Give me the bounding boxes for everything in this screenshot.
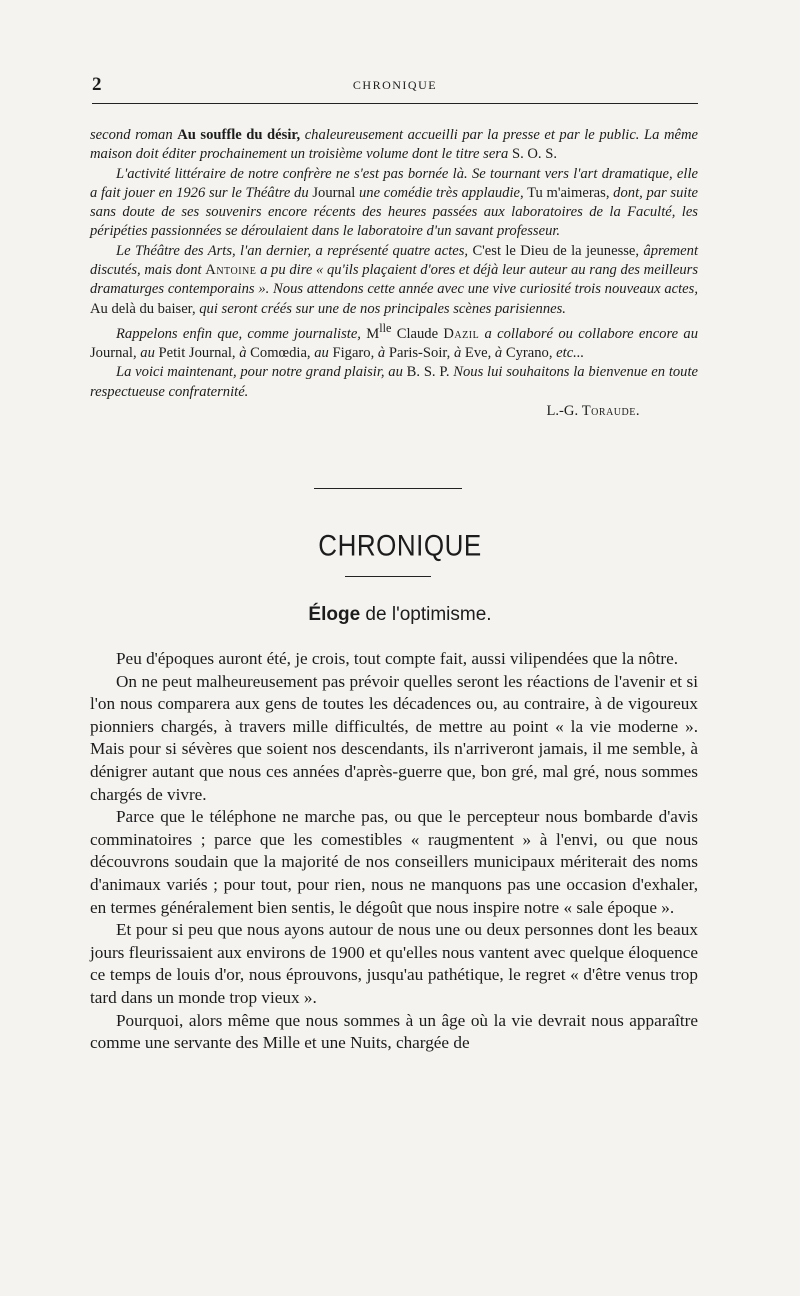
section-title-rule (345, 576, 431, 577)
notice-paragraph-2: L'activité littéraire de notre confrère ne s'est pas bornée là. Se tournant vers l'art dramatique, elle a fait jouer en 1926 sur le Théâtre du Journal une comédie très applaudie, Tu m'aimeras, dont, par suite sans doute de ses souvenirs encore récents des heures passées aux laboratoires de la Faculté, les péripéties passionnées se déroulaient dans le laboratoire d'un savant professeur. (90, 165, 698, 240)
notice-paragraph-1: second roman Au souffle du désir, chaleureusement accueilli par la presse et par le public. La même maison doit éditer prochainement un troisième volume dont le titre sera S. O. S. (90, 127, 698, 163)
section-separator (314, 488, 462, 489)
article-paragraph: Parce que le téléphone ne marche pas, ou que le percepteur nous bombarde d'avis comminatoires ; parce que les comestibles « raugmentent » à l'envi, ou que nous découvrons soudain que la majorité de nos conseillers municipaux mériterait des noms d'animaux variés ; pour tout, pour rien, nous ne manquons pas une occasion d'exhaler, en termes généralement bien sentis, le dégoût que nous inspire notre « sale époque ». (90, 807, 698, 917)
article-paragraph: Pourquoi, alors même que nous sommes à un âge où la vie devrait nous apparaître comme une servante des Mille et une Nuits, chargée de (90, 1010, 698, 1053)
page-number: 2 (92, 74, 102, 95)
notice-paragraph-4: Rappelons enfin que, comme journaliste, $M^{lle}$ Claude Dazil a collaboré ou collabore encore au Journal, au Petit Journal, à Comœdia, au Figaro, à Paris-Soir, à Eve, à Cyrano, etc... (90, 320, 698, 362)
running-head: CHRONIQUE (352, 78, 438, 92)
notice-block (90, 126, 698, 421)
notice-signature: L.-G. Toraude. (546, 403, 640, 420)
article-body (90, 648, 698, 1055)
article-paragraph: Peu d'époques auront été, je crois, tout compte fait, aussi vilipendées que la nôtre. (116, 649, 679, 668)
section-title: CHRONIQUE (318, 527, 482, 563)
page-header (92, 74, 698, 94)
notice-paragraph-5: La voici maintenant, pour notre grand plaisir, au B. S. P. Nous lui souhaitons la bienvenue en toute respectueuse confraternité. (90, 364, 698, 400)
article-paragraph: On ne peut malheureusement pas prévoir quelles seront les réactions de l'avenir et si l'on nous comparera aux gens de toutes les décadences ou, au contraire, à de vigoureux pionniers chargés, à travers mille difficultés, de mettre au point « la vie moderne ». Mais pour si sévères que soient nos descendants, ils n'arriveront jamais, il me semble, à dénigrer autant que nous ces années d'après-guerre que, bon gré, mal gré, nous sommes chargés de vivre. (90, 671, 698, 804)
header-rule (92, 103, 698, 104)
notice-paragraph-3: Le Théâtre des Arts, l'an dernier, a représenté quatre actes, C'est le Dieu de la jeunesse, âprement discutés, mais dont Antoine a pu dire « qu'ils plaçaient d'ores et déjà leur auteur au rang des meilleurs dramaturges contemporains ». Nous attendons cette année avec une vive curiosité trois nouveaux actes, Au delà du baiser, qui seront créés sur une de nos principales scènes parisiennes. (90, 242, 698, 317)
article-paragraph: Et pour si peu que nous ayons autour de nous une ou deux personnes dont les beaux jours fleurissaient aux environs de 1900 et qu'elles nous vantent avec quelque éloquence ce temps de louis d'or, nous éprouvons, jusqu'au pathétique, le regret « d'être venus trop tard dans un monde trop vieux ». (90, 920, 698, 1007)
article-title: Éloge de l'optimisme. (308, 604, 492, 625)
